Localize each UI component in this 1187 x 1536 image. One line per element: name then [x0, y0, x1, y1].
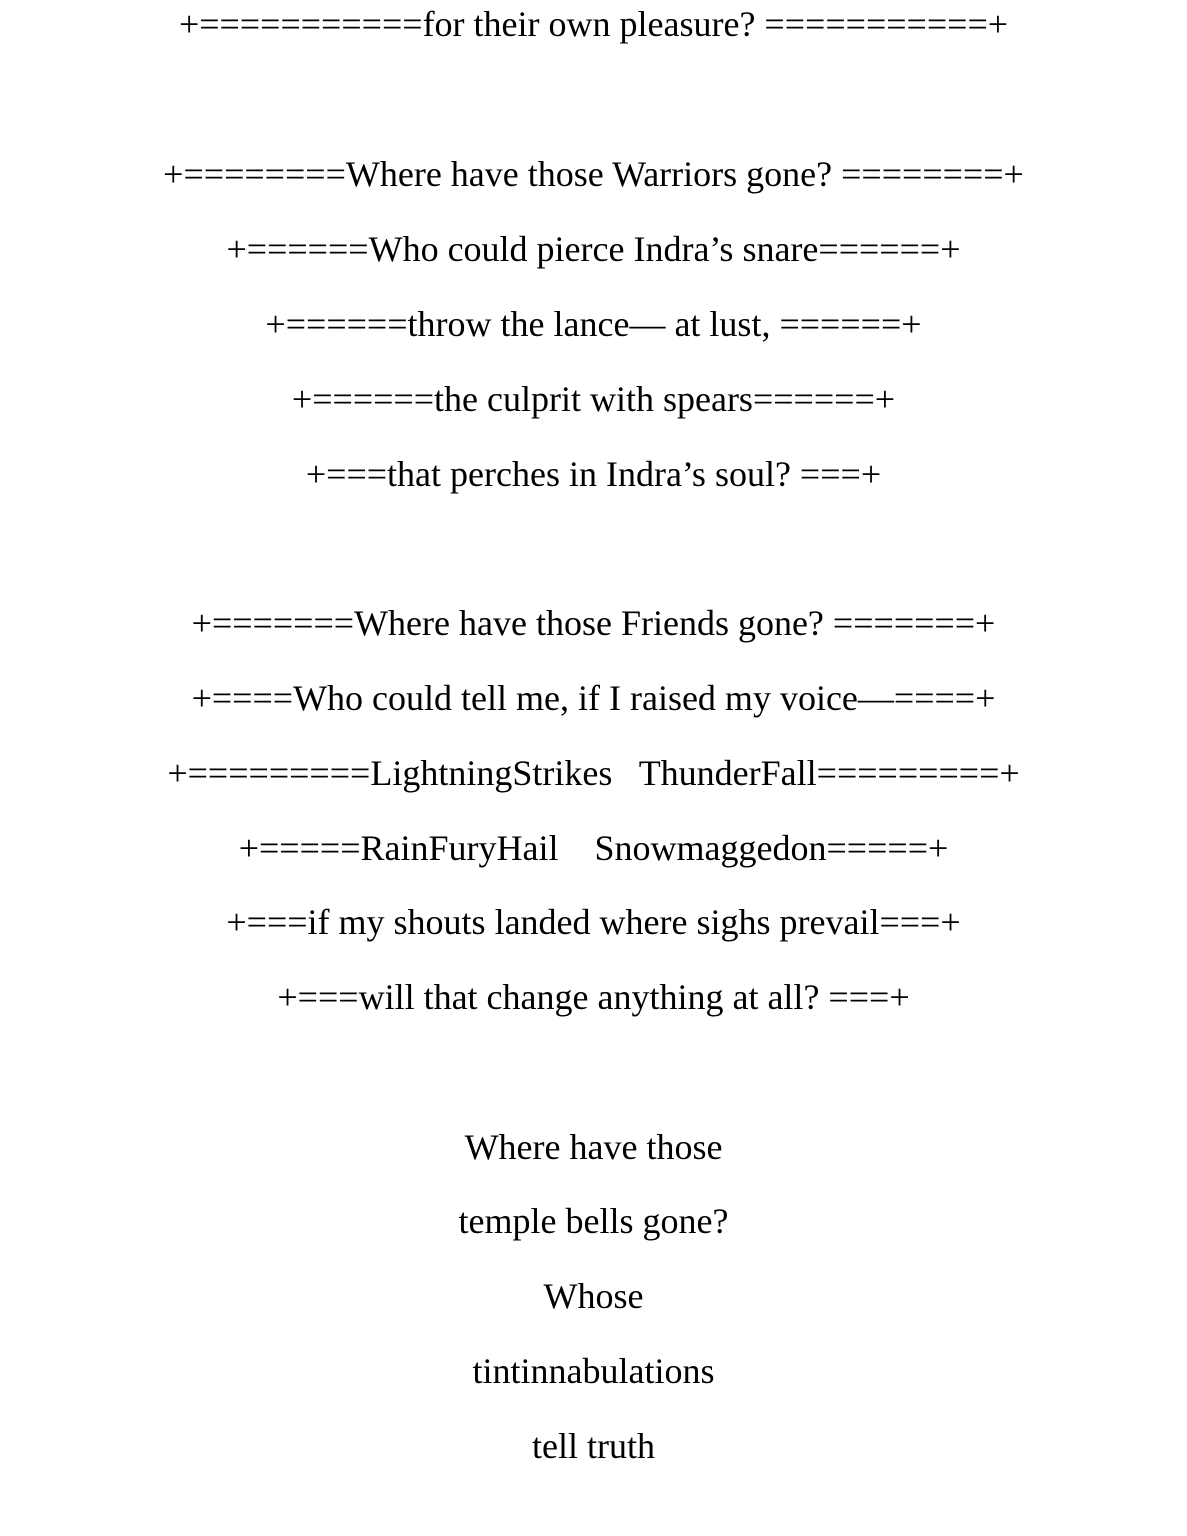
poem-line-rain: +=====RainFuryHail Snowmaggedon=====+	[238, 828, 949, 868]
poem-line-voice: +====Who could tell me, if I raised my voice—====+	[191, 678, 996, 718]
poem-line-temple-where: Where have those	[464, 1127, 723, 1167]
poem-line-warriors: +========Where have those Warriors gone? ========+	[163, 154, 1024, 194]
poem-line-change: +===will that change anything at all? ===+	[277, 977, 910, 1017]
poem-line-lance: +======throw the lance— at lust, ======+	[265, 304, 922, 344]
poem-line-indra-soul: +===that perches in Indra’s soul? ===+	[305, 454, 882, 494]
poem-line-shouts: +===if my shouts landed where sighs prevail===+	[226, 902, 961, 942]
poem-line-whose: Whose	[543, 1276, 644, 1316]
poem-line-tell-truth: tell truth	[532, 1426, 655, 1466]
poem-line-indra-snare: +======Who could pierce Indra’s snare======+	[226, 229, 961, 269]
poem-line-lightning: +=========LightningStrikes ThunderFall=========+	[167, 753, 1020, 793]
poem-line-spears: +======the culprit with spears======+	[291, 379, 896, 419]
poem-line-tintinnabulations: tintinnabulations	[472, 1351, 715, 1391]
poem-line-temple-bells: temple bells gone?	[458, 1201, 729, 1241]
poem-line-pleasure: +===========for their own pleasure? ===========+	[178, 4, 1009, 44]
poem-line-friends: +=======Where have those Friends gone? =======+	[191, 603, 996, 643]
